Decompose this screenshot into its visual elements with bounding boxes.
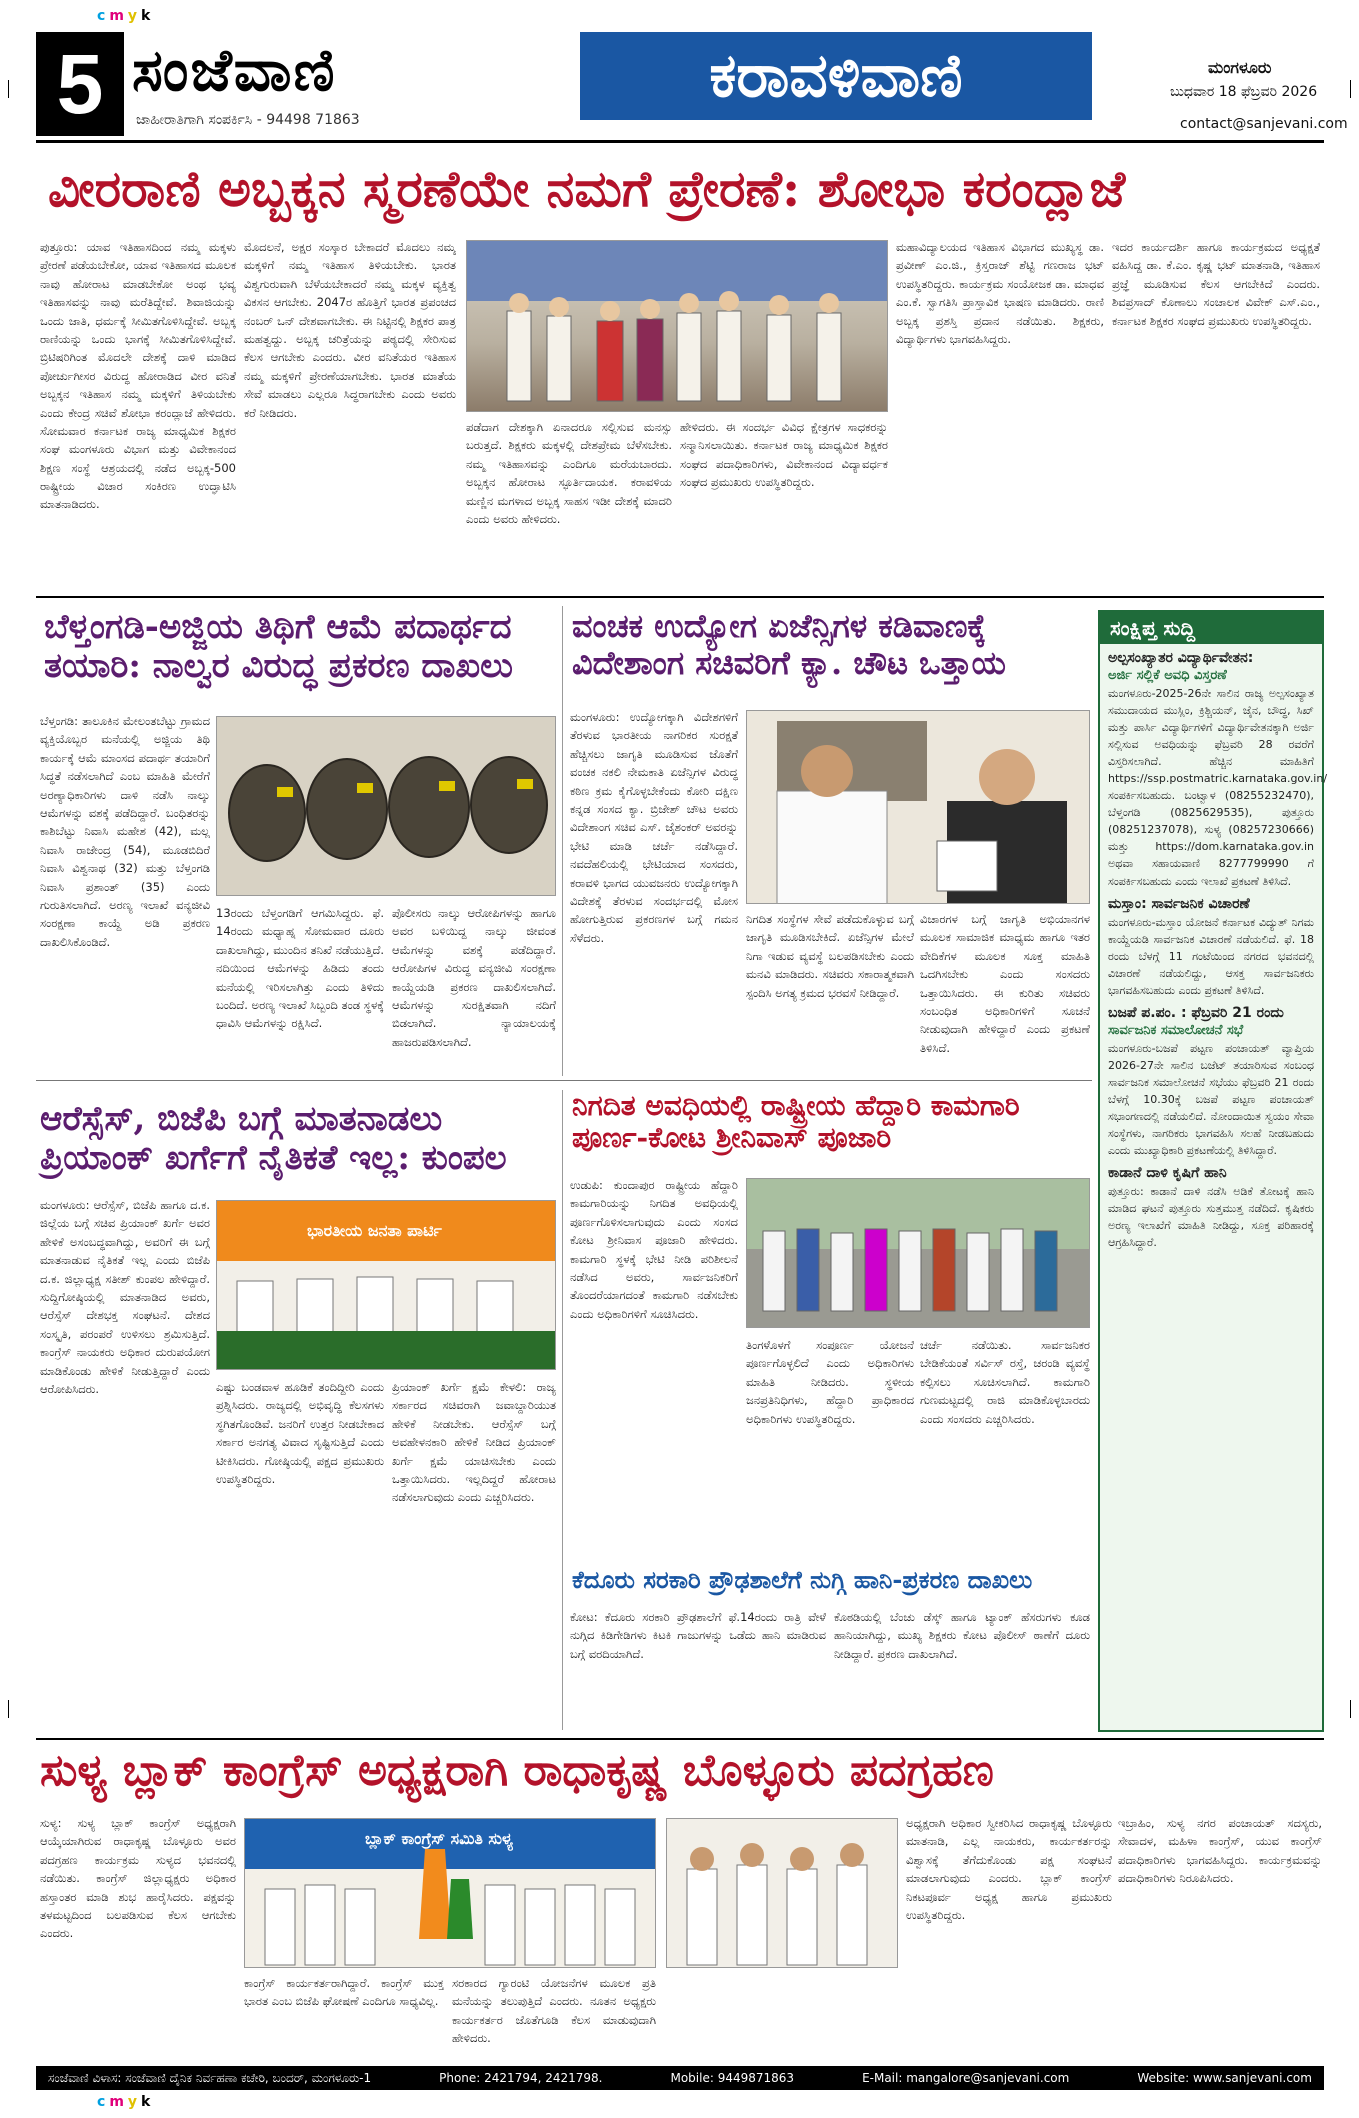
school-column-1: ಕೋಟ: ಕೆದೂರು ಸರಕಾರಿ ಪ್ರೌಢಶಾಲೆಗೆ ಫೆ.14ರಂದು ರಾತ್ರಿ ವೇಳೆ ನುಗ್ಗಿದ ಕಿಡಿಗೇಡಿಗಳು ಕಿಟಕಿ ಗಾಜುಗಳನ್ನು ಒಡೆದು ಹಾನಿ ಮಾಡಿರುವ ಬಗ್ಗೆ ವರದಿಯಾಗಿದೆ. — [570, 1610, 826, 1661]
edition-banner — [580, 32, 1092, 120]
section-rule — [36, 1738, 1324, 1740]
highway-column-1: ಉಡುಪಿ: ಕುಂದಾಪುರ ರಾಷ್ಟ್ರೀಯ ಹೆದ್ದಾರಿ ಕಾಮಗಾರಿಯನ್ನು ನಿಗದಿತ ಅವಧಿಯಲ್ಲಿ ಪೂರ್ಣಗೊಳಿಸಲಾಗುವುದು ಎಂದು ಸಂಸದ ಕೋಟ ಶ್ರೀನಿವಾಸ ಪೂಜಾರಿ ಹೇಳಿದರು. ಕಾಮಗಾರಿ ಸ್ಥಳಕ್ಕೆ ಭೇಟಿ ನೀಡಿ ಪರಿಶೀಲನೆ ನಡೆಸಿದ ಅವರು, ಸಾರ್ವಜನಿಕರಿಗೆ ತೊಂದರೆಯಾಗದಂತೆ ಕಾಮಗಾರಿ ನಡೆಸಬೇಕು ಎಂದು ಅಧಿಕಾರಿಗಳಿಗೆ ಸೂಚಿಸಿದರು. — [570, 1178, 738, 1321]
lead-photo-lamp-lighting — [466, 240, 888, 412]
highway-inspection-photo — [746, 1178, 1090, 1328]
brief-1-sub: ಅರ್ಜಿ ಸಲ್ಲಿಕೆ ಅವಧಿ ವಿಸ್ತರಣೆ — [1108, 668, 1227, 683]
brief-2-body: ಮಂಗಳೂರು-ಮಸ್ತಾಂ ಯೋಜನೆ ಕರ್ನಾಟಕ ವಿದ್ಯುತ್ ನಿಗಮ ಕಾಯ್ದೆಯಡಿ ಸಾರ್ವಜನಿಕ ವಿಚಾರಣೆ ನಡೆಯಲಿದೆ. ಫೆ. 18 ರಂದು ಬೆಳಗ್ಗೆ 11 ಗಂಟೆಯಿಂದ ನಗರದ ಭವನದಲ್ಲಿ ವಿಚಾರಣೆ ನಡೆಯಲಿದ್ದು, ಆಸಕ್ತ ಸಾರ್ವಜನಿಕರು ಭಾಗವಹಿಸಬಹುದು ಎಂದು ಪ್ರಕಟಣೆ ತಿಳಿಸಿದೆ. — [1108, 915, 1314, 997]
felicitation-illustration — [667, 1819, 898, 1968]
briefs-title: ಸಂಕ್ಷಿಪ್ತ ಸುದ್ದಿ — [1100, 612, 1322, 644]
bjp-banner-text: ಭಾರತೀಯ ಜನತಾ ಪಾರ್ಟಿ — [307, 1221, 442, 1240]
contact-email: contact@sanjevani.com — [1180, 116, 1348, 132]
edition-city: ಮಂಗಳೂರು — [1208, 58, 1272, 77]
paper-name: ಸಂಜೆವಾಣಿ — [132, 36, 337, 104]
brief-1-body: ಮಂಗಳೂರು-2025-26ನೇ ಸಾಲಿನ ರಾಜ್ಯ ಅಲ್ಪಸಂಖ್ಯಾತ ಸಮುದಾಯದ ಮುಸ್ಲಿಂ, ಕ್ರಿಶ್ಚಿಯನ್, ಜೈನ, ಬೌದ್ಧ, ಸಿಖ್ ಮತ್ತು ಪಾರ್ಸಿ ವಿದ್ಯಾರ್ಥಿಗಳಿಗೆ ವಿದ್ಯಾರ್ಥಿವೇತನಕ್ಕಾಗಿ ಅರ್ಜಿ ಸಲ್ಲಿಸುವ ಅವಧಿಯನ್ನು ಫೆಬ್ರವರಿ 28 ರವರೆಗೆ ವಿಸ್ತರಿಸಲಾಗಿದೆ. ಹೆಚ್ಚಿನ ಮಾಹಿತಿಗೆ https://ssp.postmatric.karnataka.gov.in/ ಸಂಪರ್ಕಿಸಬಹುದು. ಬಂಟ್ವಾಳ (08255232470), ಬೆಳ್ತಂಗಡಿ (0825629535), ಪುತ್ತೂರು (08251237078), ಸುಳ್ಯ (08257230666) ಮತ್ತು https://dom.karnataka.gov.in ಅಥವಾ ಸಹಾಯವಾಣಿ 8277799990 ಗೆ ಸಂಪರ್ಕಿಸಬಹುದು ಎಂದು ಇಲಾಖೆ ಪ್ರಕಟಣೆ ತಿಳಿಸಿದೆ. — [1108, 687, 1328, 888]
jaishankar-headline: ವಂಚಕ ಉದ್ಯೋಗ ಏಜೆನ್ಸಿಗಳ ಕಡಿವಾಣಕ್ಕೆ ವಿದೇಶಾಂಗ ಸಚಿವರಿಗೆ ಕ್ಯಾ. ಚೌಟ ಒತ್ತಾಯ — [572, 607, 1006, 682]
lead-column-3: ಪಡೆದಾಗ ದೇಶಕ್ಕಾಗಿ ಏನಾದರೂ ಸಲ್ಲಿಸುವ ಮನಸ್ಸು ಬರುತ್ತದೆ. ಶಿಕ್ಷಕರು ಮಕ್ಕಳಲ್ಲಿ ದೇಶಪ್ರೇಮ ಬೆಳೆಸಬೇಕು. ನಮ್ಮ ಇತಿಹಾಸವನ್ನು ಎಂದಿಗೂ ಮರೆಯಬಾರದು. ಅಬ್ಬಕ್ಕನ ಹೋರಾಟ ಸ್ಫೂರ್ತಿದಾಯಕ. ಕರಾವಳಿಯ ಮಣ್ಣಿನ ಮಗಳಾದ ಅಬ್ಬಕ್ಕ ಸಾಹಸ ಇಡೀ ದೇಶಕ್ಕೆ ಮಾದರಿ ಎಂದು ಅವರು ಹೇಳಿದರು. — [466, 420, 672, 526]
cmyk-y: y — [127, 8, 140, 24]
briefs-box — [1098, 610, 1328, 1732]
cmyk-y: y — [127, 2094, 140, 2110]
crop-mark — [1350, 1700, 1351, 1718]
footer-phone: Phone: 2421794, 2421798. — [439, 2071, 603, 2085]
edition-name: ಕರಾವಳಿವಾಣಿ — [709, 41, 963, 111]
sullia-column-1: ಸುಳ್ಯ: ಸುಳ್ಯ ಬ್ಲಾಕ್ ಕಾಂಗ್ರೆಸ್ ಅಧ್ಯಕ್ಷರಾಗಿ ಆಯ್ಕೆಯಾಗಿರುವ ರಾಧಾಕೃಷ್ಣ ಬೊಳ್ಳೂರು ಅವರ ಪದಗ್ರಹಣ ಕಾರ್ಯಕ್ರಮ ಸುಳ್ಯದ ಭವನದಲ್ಲಿ ನಡೆಯಿತು. ಕಾಂಗ್ರೆಸ್ ಜಿಲ್ಲಾಧ್ಯಕ್ಷರು ಅಧಿಕಾರ ಹಸ್ತಾಂತರ ಮಾಡಿ ಶುಭ ಹಾರೈಸಿದರು. ಪಕ್ಷವನ್ನು ತಳಮಟ್ಟದಿಂದ ಬಲಪಡಿಸುವ ಕೆಲಸ ಆಗಬೇಕು ಎಂದರು. — [40, 1816, 236, 1941]
lead-column-5: ಮಹಾವಿದ್ಯಾಲಯದ ಇತಿಹಾಸ ವಿಭಾಗದ ಮುಖ್ಯಸ್ಥ ಡಾ. ಪ್ರವೀಣ್ ಎಂ.ಜಿ., ಕ್ರಿಸ್ತರಾಜ್ ಶೆಟ್ಟಿ ಗಣರಾಜ ಭಟ್ ಉಪಸ್ಥಿತರಿದ್ದರು. ಕಾರ್ಯಕ್ರಮ ಸಂಯೋಜಕ ಡಾ. ಮಾಧವ ಎಂ.ಕೆ. ಸ್ವಾಗತಿಸಿ ಪ್ರಾಸ್ತಾವಿಕ ಭಾಷಣ ಮಾಡಿದರು. ರಾಣಿ ಅಬ್ಬಕ್ಕ ಪ್ರಶಸ್ತಿ ಪ್ರದಾನ ನಡೆಯಿತು. ಶಿಕ್ಷಕರು, ವಿದ್ಯಾರ್ಥಿಗಳು ಭಾಗವಹಿಸಿದ್ದರು. — [896, 240, 1104, 346]
crop-mark — [8, 80, 9, 98]
school-column-2: ಕೊಠಡಿಯಲ್ಲಿ ಬೆಂಚು ಡೆಸ್ಕ್ ಹಾಗೂ ಟ್ಯಾಂಕ್ ಹೆಸರುಗಳು ಕೂಡ ಹಾನಿಯಾಗಿದ್ದು, ಮುಖ್ಯ ಶಿಕ್ಷಕರು ಕೋಟ ಪೊಲೀಸ್ ಠಾಣೆಗೆ ದೂರು ನೀಡಿದ್ದಾರೆ. ಪ್ರಕರಣ ದಾಖಲಾಗಿದೆ. — [834, 1610, 1090, 1661]
congress-banner-text: ಬ್ಲಾಕ್ ಕಾಂಗ್ರೆಸ್ ಸಮಿತಿ ಸುಳ್ಯ — [365, 1829, 513, 1848]
footer-email: E-Mail: mangalore@sanjevani.com — [862, 2071, 1070, 2085]
lead-photo-illustration — [467, 241, 888, 412]
crop-mark — [8, 1700, 9, 1718]
kumpala-headline: ಆರೆಸ್ಸೆಸ್, ಬಿಜೆಪಿ ಬಗ್ಗೆ ಮಾತನಾಡಲು ಪ್ರಿಯಾಂಕ್ ಖರ್ಗೆಗೆ ನೈತಿಕತೆ ಇಲ್ಲ: ಕುಂಪಲ — [40, 1099, 507, 1179]
jaishankar-column-3: ವಿಚಾರಗಳ ಬಗ್ಗೆ ಜಾಗೃತಿ ಅಭಿಯಾನಗಳ ಮೂಲಕ ಸಾಮಾಜಿಕ ಮಾಧ್ಯಮ ಹಾಗೂ ಇತರ ವೇದಿಕೆಗಳ ಮೂಲಕ ಸೂಕ್ತ ಮಾಹಿತಿ ಒದಗಿಸಬೇಕು ಎಂದು ಸಂಸದರು ಒತ್ತಾಯಿಸಿದರು. ಈ ಕುರಿತು ಸಚಿವರು ಸಂಬಂಧಿತ ಅಧಿಕಾರಿಗಳಿಗೆ ಸೂಚನೆ ನೀಡುವುದಾಗಿ ಹೇಳಿದ್ದಾರೆ ಎಂದು ಪ್ರಕಟಣೆ ತಿಳಿಸಿದೆ. — [920, 912, 1090, 1055]
brief-3-body: ಮಂಗಳೂರು-ಬಜಪೆ ಪಟ್ಟಣ ಪಂಚಾಯತ್ ವ್ಯಾಪ್ತಿಯ 2026-27ನೇ ಸಾಲಿನ ಬಜೆಟ್ ತಯಾರಿಸುವ ಸಂಬಂಧ ಸಾರ್ವಜನಿಕ ಸಮಾಲೋಚನೆ ಸಭೆಯು ಫೆಬ್ರವರಿ 21 ರಂದು ಬೆಳಗ್ಗೆ 10.30ಕ್ಕೆ ಬಜಪೆ ಪಟ್ಟಣ ಪಂಚಾಯತ್ ಸಭಾಂಗಣದಲ್ಲಿ ನಡೆಯಲಿದೆ. ನೋಂದಾಯಿತ ಸ್ವಯಂ ಸೇವಾ ಸಂಸ್ಥೆಗಳು, ನಾಗರಿಕರು ಭಾಗವಹಿಸಿ ಸಲಹೆ ನೀಡಬಹುದು ಎಂದು ಮುಖ್ಯಾಧಿಕಾರಿ ಪ್ರಕಟಣೆಯಲ್ಲಿ ತಿಳಿಸಿದ್ದಾರೆ. — [1108, 1041, 1314, 1158]
cmyk-m: m — [109, 8, 126, 24]
brief-2-head: ಮಸ್ತಾಂ: ಸಾರ್ವಜನಿಕ ವಿಚಾರಣೆ — [1108, 895, 1250, 912]
cmyk-c: c — [97, 2094, 108, 2110]
kumpala-column-2: ಎಷ್ಟು ಬಂಡವಾಳ ಹೂಡಿಕೆ ತಂದಿದ್ದೀರಿ ಎಂದು ಪ್ರಶ್ನಿಸಿದರು. ರಾಜ್ಯದಲ್ಲಿ ಅಭಿವೃದ್ಧಿ ಕೆಲಸಗಳು ಸ್ಥಗಿತಗೊಂಡಿವೆ. ಜನರಿಗೆ ಉತ್ತರ ನೀಡಬೇಕಾದ ಸರ್ಕಾರ ಅನಗತ್ಯ ವಿವಾದ ಸೃಷ್ಟಿಸುತ್ತಿದೆ ಎಂದು ಟೀಕಿಸಿದರು. ಗೋಷ್ಠಿಯಲ್ಲಿ ಪಕ್ಷದ ಪ್ರಮುಖರು ಉಪಸ್ಥಿತರಿದ್ದರು. — [216, 1380, 384, 1486]
brief-4-body: ಪುತ್ತೂರು: ಕಾಡಾನೆ ದಾಳಿ ನಡೆಸಿ ಅಡಿಕೆ ತೋಟಕ್ಕೆ ಹಾನಿ ಮಾಡಿದ ಘಟನೆ ಪುತ್ತೂರು ಸುತ್ತಮುತ್ತ ನಡೆದಿದೆ. ಕೃಷಿಕರು ಅರಣ್ಯ ಇಲಾಖೆಗೆ ಮಾಹಿತಿ ನೀಡಿದ್ದು, ಸೂಕ್ತ ಪರಿಹಾರಕ್ಕೆ ಆಗ್ರಹಿಸಿದ್ದಾರೆ. — [1108, 1185, 1314, 1250]
brief-4-head: ಕಾಡಾನೆ ದಾಳಿ ಕೃಷಿಗೆ ಹಾನಿ — [1108, 1165, 1227, 1182]
highway-headline: ನಿಗದಿತ ಅವಧಿಯಲ್ಲಿ ರಾಷ್ಟ್ರೀಯ ಹೆದ್ದಾರಿ ಕಾಮಗಾರಿ ಪೂರ್ಣ-ಕೋಟ ಶ್ರೀನಿವಾಸ್ ಪೂಜಾರಿ — [572, 1089, 1020, 1155]
sullia-headline: ಸುಳ್ಯ ಬ್ಲಾಕ್ ಕಾಂಗ್ರೆಸ್ ಅಧ್ಯಕ್ಷರಾಗಿ ರಾಧಾಕೃಷ್ಣ ಬೊಳ್ಳೂರು ಪದಗ್ರಹಣ — [40, 1745, 994, 1796]
brief-3-head: ಬಜಪೆ ಪ.ಪಂ. : ಫೆಬ್ರವರಿ 21 ರಂದು — [1108, 1004, 1284, 1021]
column-divider — [562, 1090, 563, 1730]
sullia-column-4-overflow — [666, 1974, 898, 2058]
kumpala-column-1: ಮಂಗಳೂರು: ಆರೆಸ್ಸೆಸ್, ಬಿಜೆಪಿ ಹಾಗೂ ದ.ಕ. ಜಿಲ್ಲೆಯ ಬಗ್ಗೆ ಸಚಿವ ಪ್ರಿಯಾಂಕ್ ಖರ್ಗೆ ಅವರ ಹೇಳಿಕೆ ಅಸಂಬದ್ಧವಾಗಿದ್ದು, ಅವರಿಗೆ ಈ ಬಗ್ಗೆ ಮಾತನಾಡುವ ನೈತಿಕತೆ ಇಲ್ಲ ಎಂದು ಬಿಜೆಪಿ ದ.ಕ. ಜಿಲ್ಲಾಧ್ಯಕ್ಷ ಸತೀಶ್ ಕುಂಪಲ ಹೇಳಿದ್ದಾರೆ. ಸುದ್ದಿಗೋಷ್ಠಿಯಲ್ಲಿ ಮಾತನಾಡಿದ ಅವರು, ಆರೆಸ್ಸೆಸ್ ದೇಶಭಕ್ತ ಸಂಘಟನೆ. ದೇಶದ ಸಂಸ್ಕೃತಿ, ಪರಂಪರೆ ಉಳಿಸಲು ಶ್ರಮಿಸುತ್ತಿದೆ. ಕಾಂಗ್ರೆಸ್ ನಾಯಕರು ಅಧಿಕಾರ ದುರುಪಯೋಗ ಮಾಡಿಕೊಂಡು ಹೇಳಿಕೆ ನೀಡುತ್ತಿದ್ದಾರೆ ಎಂದು ಆರೋಪಿಸಿದರು. — [40, 1198, 210, 1396]
turtle-column-1: ಬೆಳ್ತಂಗಡಿ: ತಾಲೂಕಿನ ಮೇಲಂತಬೆಟ್ಟು ಗ್ರಾಮದ ವ್ಯಕ್ತಿಯೊಬ್ಬರ ಮನೆಯಲ್ಲಿ ಅಜ್ಜಿಯ ತಿಥಿ ಕಾರ್ಯಕ್ಕೆ ಆಮೆ ಮಾಂಸದ ಪದಾರ್ಥ ತಯಾರಿಗೆ ಸಿದ್ಧತೆ ನಡೆಸಲಾಗಿದೆ ಎಂಬ ಮಾಹಿತಿ ಮೇರೆಗೆ ಅರಣ್ಯಾಧಿಕಾರಿಗಳು ದಾಳಿ ನಡೆಸಿ ನಾಲ್ಕು ಆಮೆಗಳನ್ನು ವಶಕ್ಕೆ ಪಡೆದಿದ್ದಾರೆ. ಬಂಧಿತರನ್ನು ಕಾಶಿಬೆಟ್ಟು ನಿವಾಸಿ ಮಹೇಶ (42), ಮಲ್ಲ ನಿವಾಸಿ ರಾಜೇಂದ್ರ (54), ಮೂಡಬಿದಿರೆ ನಿವಾಸಿ ವಿಶ್ವನಾಥ (32) ಮತ್ತು ಬೆಳ್ತಂಗಡಿ ನಿವಾಸಿ ಪ್ರಶಾಂತ್ (35) ಎಂದು ಗುರುತಿಸಲಾಗಿದೆ. ಅರಣ್ಯ ಇಲಾಖೆ ವನ್ಯಜೀವಿ ಸಂರಕ್ಷಣಾ ಕಾಯ್ದೆ ಅಡಿ ಪ್ರಕರಣ ದಾಖಲಿಸಿಕೊಂಡಿದೆ. — [40, 714, 210, 949]
paper-name-logo — [132, 36, 552, 105]
kumpala-press-photo — [216, 1200, 556, 1370]
sullia-column-2: ಕಾಂಗ್ರೆಸ್ ಕಾರ್ಯಕರ್ತರಾಗಿದ್ದಾರೆ. ಕಾಂಗ್ರೆಸ್ ಮುಕ್ತ ಭಾರತ ಎಂಬ ಬಿಜೆಪಿ ಘೋಷಣೆ ಎಂದಿಗೂ ಸಾಧ್ಯವಿಲ್ಲ. — [244, 1976, 444, 2009]
ad-contact-line: ಜಾಹೀರಾತಿಗಾಗಿ ಸಂಪರ್ಕಿಸಿ - 94498 71863 — [136, 112, 360, 128]
kumpala-column-3: ಪ್ರಿಯಾಂಕ್ ಖರ್ಗೆ ಕ್ಷಮೆ ಕೇಳಲಿ: ರಾಜ್ಯ ಸರ್ಕಾರದ ಸಚಿವರಾಗಿ ಜವಾಬ್ದಾರಿಯುತ ಹೇಳಿಕೆ ನೀಡಬೇಕು. ಆರೆಸ್ಸೆಸ್ ಬಗ್ಗೆ ಅವಹೇಳನಕಾರಿ ಹೇಳಿಕೆ ನೀಡಿದ ಪ್ರಿಯಾಂಕ್ ಖರ್ಗೆ ಕ್ಷಮೆ ಯಾಚಿಸಬೇಕು ಎಂದು ಒತ್ತಾಯಿಸಿದರು. ಇಲ್ಲದಿದ್ದರೆ ಹೋರಾಟ ನಡೆಸಲಾಗುವುದು ಎಂದು ಎಚ್ಚರಿಸಿದರು. — [392, 1380, 556, 1505]
lead-column-4: ಹೇಳಿದರು. ಈ ಸಂದರ್ಭ ವಿವಿಧ ಕ್ಷೇತ್ರಗಳ ಸಾಧಕರನ್ನು ಸನ್ಮಾನಿಸಲಾಯಿತು. ಕರ್ನಾಟಕ ರಾಜ್ಯ ಮಾಧ್ಯಮಿಕ ಶಿಕ್ಷಕರ ಸಂಘದ ಪದಾಧಿಕಾರಿಗಳು, ವಿವೇಕಾನಂದ ವಿದ್ಯಾವರ್ಧಕ ಸಂಘದ ಪ್ರಮುಖರು ಉಪಸ್ಥಿತರಿದ್ದರು. — [680, 420, 888, 490]
sullia-ceremony-photo — [244, 1818, 656, 1968]
school-headline: ಕೆದೂರು ಸರಕಾರಿ ಪ್ರೌಢಶಾಲೆಗೆ ನುಗ್ಗಿ ಹಾನಿ-ಪ್ರಕರಣ ದಾಖಲು — [572, 1565, 1033, 1594]
jaishankar-photo — [746, 710, 1090, 904]
cmyk-registration-mark-bottom — [96, 2094, 153, 2110]
footer-website: Website: www.sanjevani.com — [1137, 2071, 1312, 2085]
cmyk-registration-mark — [96, 8, 153, 24]
page-number: 5 — [36, 32, 124, 136]
turtle-column-3: ಪೊಲೀಸರು ನಾಲ್ಕು ಆರೋಪಿಗಳನ್ನು ಹಾಗೂ ಅವರ ಬಳಿಯಿದ್ದ ನಾಲ್ಕು ಜೀವಂತ ಆಮೆಗಳನ್ನು ವಶಕ್ಕೆ ಪಡೆದಿದ್ದಾರೆ. ಆರೋಪಿಗಳ ವಿರುದ್ಧ ವನ್ಯಜೀವಿ ಸಂರಕ್ಷಣಾ ಕಾಯ್ದೆಯಡಿ ಪ್ರಕರಣ ದಾಖಲಿಸಲಾಗಿದೆ. ಆಮೆಗಳನ್ನು ಸುರಕ್ಷಿತವಾಗಿ ನದಿಗೆ ಬಿಡಲಾಗಿದೆ. ನ್ಯಾಯಾಲಯಕ್ಕೆ ಹಾಜರುಪಡಿಸಲಾಗಿದೆ. — [392, 906, 556, 1049]
jaishankar-column-1: ಮಂಗಳೂರು: ಉದ್ಯೋಗಕ್ಕಾಗಿ ವಿದೇಶಗಳಿಗೆ ತೆರಳುವ ಭಾರತೀಯ ನಾಗರಿಕರ ಸುರಕ್ಷತೆ ಹೆಚ್ಚಿಸಲು ಜಾಗೃತಿ ಮೂಡಿಸುವ ಜೊತೆಗೆ ವಂಚಕ ನಕಲಿ ನೇಮಕಾತಿ ಏಜೆನ್ಸಿಗಳ ವಿರುದ್ಧ ಕಠಿಣ ಕ್ರಮ ಕೈಗೊಳ್ಳಬೇಕೆಂದು ಕೋರಿ ದಕ್ಷಿಣ ಕನ್ನಡ ಸಂಸದ ಕ್ಯಾ. ಬ್ರಿಜೇಶ್ ಚೌಟ ಅವರು ವಿದೇಶಾಂಗ ಸಚಿವ ಎಸ್. ಜೈಶಂಕರ್ ಅವರನ್ನು ಭೇಟಿ ಮಾಡಿ ಚರ್ಚೆ ನಡೆಸಿದ್ದಾರೆ. ನವದೆಹಲಿಯಲ್ಲಿ ಭೇಟಿಯಾದ ಸಂಸದರು, ಕರಾವಳಿ ಭಾಗದ ಯುವಜನರು ಉದ್ಯೋಗಕ್ಕಾಗಿ ವಿದೇಶಕ್ಕೆ ತೆರಳುವ ಸಂದರ್ಭದಲ್ಲಿ ಮೋಸ ಹೋಗುತ್ತಿರುವ ಪ್ರಕರಣಗಳ ಬಗ್ಗೆ ಗಮನ ಸೆಳೆದರು. — [570, 710, 738, 945]
cmyk-k: k — [141, 8, 153, 24]
column-divider — [562, 606, 563, 1076]
turtle-headline: ಬೆಳ್ತಂಗಡಿ-ಅಜ್ಜಿಯ ತಿಥಿಗೆ ಆಮೆ ಪದಾರ್ಥದ ತಯಾರಿ: ನಾಲ್ವರ ವಿರುದ್ಧ ಪ್ರಕರಣ ದಾಖಲು — [44, 607, 513, 687]
cmyk-m: m — [109, 2094, 126, 2110]
lead-column-6: ಇದರ ಕಾರ್ಯದರ್ಶಿ ಹಾಗೂ ಕಾರ್ಯಕ್ರಮದ ಅಧ್ಯಕ್ಷತೆ ವಹಿಸಿದ್ದ ಡಾ. ಕೆ.ಎಂ. ಕೃಷ್ಣ ಭಟ್ ಮಾತನಾಡಿ, ಇತಿಹಾಸ ಪ್ರಜ್ಞೆ ಮೂಡಿಸುವ ಕೆಲಸ ಆಗಬೇಕಿದೆ ಎಂದರು. ಶಿವಪ್ರಸಾದ್ ಕೊಣಾಲು ಸಂಚಾಲಕ ವಿವೇಕ್ ಎಸ್.ಎಂ., ಕರ್ನಾಟಕ ಶಿಕ್ಷಕರ ಸಂಘದ ಪ್ರಮುಖರು ಉಪಸ್ಥಿತರಿದ್ದರು. — [1112, 240, 1320, 328]
section-rule — [36, 596, 1324, 598]
brief-3-sub: ಸಾರ್ವಜನಿಕ ಸಮಾಲೋಚನೆ ಸಭೆ — [1108, 1022, 1244, 1038]
turtle-photo — [216, 716, 556, 896]
sullia-column-3: ಸರಕಾರದ ಗ್ಯಾರಂಟಿ ಯೋಜನೆಗಳ ಮೂಲಕ ಪ್ರತಿ ಮನೆಯನ್ನು ತಲುಪುತ್ತಿದೆ ಎಂದರು. ನೂತನ ಅಧ್ಯಕ್ಷರು ಕಾರ್ಯಕರ್ತರ ಜೊತೆಗೂಡಿ ಕೆಲಸ ಮಾಡುವುದಾಗಿ ಹೇಳಿದರು. — [452, 1976, 656, 2046]
masthead-rule — [36, 140, 1324, 143]
sullia-column-5: ಇಬ್ರಾಹಿಂ, ಸುಳ್ಯ ನಗರ ಪಂಚಾಯತ್ ಸದಸ್ಯರು, ಸೇವಾದಳ, ಮಹಿಳಾ ಕಾಂಗ್ರೆಸ್, ಯುವ ಕಾಂಗ್ರೆಸ್ ಪದಾಧಿಕಾರಿಗಳು ಭಾಗವಹಿಸಿದ್ದರು. ಕಾರ್ಯಕ್ರಮವನ್ನು ಪದಾಧಿಕಾರಿಗಳು ನಿರೂಪಿಸಿದರು. — [1118, 1816, 1322, 1886]
jaishankar-illustration — [747, 711, 1090, 904]
crop-mark — [1350, 80, 1351, 98]
highway-column-3: ಚರ್ಚೆ ನಡೆಯಿತು. ಸಾರ್ವಜನಿಕರ ಬೇಡಿಕೆಯಂತೆ ಸರ್ವಿಸ್ ರಸ್ತೆ, ಚರಂಡಿ ವ್ಯವಸ್ಥೆ ಕಲ್ಪಿಸಲು ಸೂಚಿಸಲಾಗಿದೆ. ಕಾಮಗಾರಿ ಗುಣಮಟ್ಟದಲ್ಲಿ ರಾಜಿ ಮಾಡಿಕೊಳ್ಳಬಾರದು ಎಂದು ಸಂಸದರು ಎಚ್ಚರಿಸಿದರು. — [920, 1338, 1090, 1426]
sullia-column-4: ಅಧ್ಯಕ್ಷರಾಗಿ ಅಧಿಕಾರ ಸ್ವೀಕರಿಸಿದ ರಾಧಾಕೃಷ್ಣ ಬೊಳ್ಳೂರು ಮಾತನಾಡಿ, ಎಲ್ಲ ನಾಯಕರು, ಕಾರ್ಯಕರ್ತರನ್ನು ವಿಶ್ವಾಸಕ್ಕೆ ತೆಗೆದುಕೊಂಡು ಪಕ್ಷ ಸಂಘಟನೆ ಮಾಡಲಾಗುವುದು ಎಂದರು. ಬ್ಲಾಕ್ ಕಾಂಗ್ರೆಸ್ ನಿಕಟಪೂರ್ವ ಅಧ್ಯಕ್ಷ ಹಾಗೂ ಪ್ರಮುಖರು ಉಪಸ್ಥಿತರಿದ್ದರು. — [906, 1816, 1112, 1922]
turtle-column-2: 13ರಂದು ಬೆಳ್ತಂಗಡಿಗೆ ಆಗಮಿಸಿದ್ದರು. ಫೆ. 14ರಂದು ಮಧ್ಯಾಹ್ನ ಸೋಮವಾರ ದೂರು ದಾಖಲಾಗಿದ್ದು, ಮುಂದಿನ ತನಿಖೆ ನಡೆಯುತ್ತಿದೆ. ನದಿಯಿಂದ ಆಮೆಗಳನ್ನು ಹಿಡಿದು ತಂದು ಮನೆಯಲ್ಲಿ ಇರಿಸಲಾಗಿತ್ತು ಎಂದು ತಿಳಿದು ಬಂದಿದೆ. ಅರಣ್ಯ ಇಲಾಖೆ ಸಿಬ್ಬಂದಿ ತಂಡ ಸ್ಥಳಕ್ಕೆ ಧಾವಿಸಿ ಆಮೆಗಳನ್ನು ರಕ್ಷಿಸಿದೆ. — [216, 906, 384, 1031]
highway-column-2: ತಿಂಗಳೊಳಗೆ ಸಂಪೂರ್ಣ ಯೋಜನೆ ಪೂರ್ಣಗೊಳ್ಳಲಿದೆ ಎಂದು ಅಧಿಕಾರಿಗಳು ಮಾಹಿತಿ ನೀಡಿದರು. ಸ್ಥಳೀಯ ಜನಪ್ರತಿನಿಧಿಗಳು, ಹೆದ್ದಾರಿ ಪ್ರಾಧಿಕಾರದ ಅಧಿಕಾರಿಗಳು ಉಪಸ್ಥಿತರಿದ್ದರು. — [746, 1338, 914, 1426]
group-photo-illustration — [747, 1179, 1090, 1328]
cmyk-c: c — [97, 8, 108, 24]
cmyk-k: k — [141, 2094, 153, 2110]
section-rule — [36, 1080, 1092, 1081]
issue-date: ಬುಧವಾರ 18 ಫೆಬ್ರವರಿ 2026 — [1170, 84, 1318, 100]
turtle-illustration — [217, 717, 556, 896]
sullia-second-photo — [666, 1818, 898, 1968]
publisher-footer — [36, 2066, 1324, 2090]
jaishankar-column-2: ನಿಗದಿತ ಸಂಸ್ಥೆಗಳ ಸೇವೆ ಪಡೆದುಕೊಳ್ಳುವ ಬಗ್ಗೆ ಜಾಗೃತಿ ಮೂಡಿಸಬೇಕಿದೆ. ಏಜೆನ್ಸಿಗಳ ಮೇಲೆ ನಿಗಾ ಇಡುವ ವ್ಯವಸ್ಥೆ ಬಲಪಡಿಸಬೇಕು ಎಂದು ಮನವಿ ಮಾಡಿದರು. ಸಚಿವರು ಸಕಾರಾತ್ಮಕವಾಗಿ ಸ್ಪಂದಿಸಿ ಅಗತ್ಯ ಕ್ರಮದ ಭರವಸೆ ನೀಡಿದ್ದಾರೆ. — [746, 912, 914, 1000]
lead-column-2: ಮೊದಲನೆ, ಅಕ್ಷರ ಸಂಸ್ಕಾರ ಬೇಕಾದರೆ ಮೊದಲು ನಮ್ಮ ಮಕ್ಕಳಿಗೆ ನಮ್ಮ ಇತಿಹಾಸ ತಿಳಿಯಬೇಕು. ಭಾರತ ವಿಶ್ವಗುರುವಾಗಿ ಬೆಳೆಯಬೇಕಾದರೆ ನಮ್ಮ ಮಕ್ಕಳ ವ್ಯಕ್ತಿತ್ವ ವಿಕಸನ ಆಗಬೇಕು. 2047ರ ಹೊತ್ತಿಗೆ ಭಾರತ ಪ್ರಪಂಚದ ನಂಬರ್ ಒನ್ ದೇಶವಾಗಬೇಕು. ಈ ನಿಟ್ಟಿನಲ್ಲಿ ಶಿಕ್ಷಕರ ಪಾತ್ರ ಮಹತ್ವದ್ದು. ಅಬ್ಬಕ್ಕ ಚರಿತ್ರೆಯನ್ನು ಪಠ್ಯದಲ್ಲಿ ಸೇರಿಸುವ ಕೆಲಸ ಆಗಬೇಕು ಎಂದರು. ವೀರ ವನಿತೆಯರ ಇತಿಹಾಸ ನಮ್ಮ ಮಕ್ಕಳಿಗೆ ಪ್ರೇರಣೆಯಾಗಬೇಕು. ಭಾರತ ಮಾತೆಯ ಸೇವೆ ಮಾಡಲು ಎಲ್ಲರೂ ಸಿದ್ಧರಾಗಬೇಕು ಎಂದು ಅವರು ಕರೆ ನೀಡಿದರು. — [244, 240, 456, 420]
footer-address: ಸಂಜೆವಾಣಿ ವಿಳಾಸ: ಸಂಜೆವಾಣಿ ದೈನಿಕ ನಿರ್ವಹಣಾ ಕಚೇರಿ, ಬಂದರ್, ಮಂಗಳೂರು-1 — [48, 2070, 372, 2085]
brief-1-head: ಅಲ್ಪಸಂಖ್ಯಾತರ ವಿದ್ಯಾರ್ಥಿವೇತನ: — [1108, 650, 1254, 666]
lead-headline: ವೀರರಾಣಿ ಅಬ್ಬಕ್ಕನ ಸ್ಮರಣೆಯೇ ನಮಗೆ ಪ್ರೇರಣೆ: ಶೋಭಾ ಕರಂದ್ಲಾಜೆ — [48, 159, 1126, 218]
lead-column-1: ಪುತ್ತೂರು: ಯಾವ ಇತಿಹಾಸದಿಂದ ನಮ್ಮ ಮಕ್ಕಳು ಪ್ರೇರಣೆ ಪಡೆಯಬೇಕೋ, ಯಾವ ಇತಿಹಾಸದ ಮೂಲಕ ನಾವು ಹೋರಾಟ ಮಾಡಬೇಕೋ ಅಂಥ ಭವ್ಯ ಇತಿಹಾಸವನ್ನು ನಾವು ಮರೆತಿದ್ದೇವೆ. ಶಿವಾಜಿಯನ್ನು ಒಂದು ಜಾತಿ, ಧರ್ಮಕ್ಕೆ ಸೀಮಿತಗೊಳಿಸಿದ್ದೇವೆ. ಅಬ್ಬಕ್ಕ ರಾಣಿಯನ್ನು ಒಂದು ಭಾಗಕ್ಕೆ ಸೀಮಿತಗೊಳಿಸಿದ್ದೇವೆ. ಬ್ರಿಟಿಷರಿಗಿಂತ ಮೊದಲೇ ದೇಶಕ್ಕೆ ದಾಳಿ ಮಾಡಿದ ಪೋರ್ಚುಗೀಸರ ವಿರುದ್ಧ ಹೋರಾಡಿದ ವೀರ ವನಿತೆ ಅಬ್ಬಕ್ಕನ ಇತಿಹಾಸ ನಮ್ಮ ಮಕ್ಕಳಿಗೆ ತಿಳಿಯಬೇಕು ಎಂದು ಕೇಂದ್ರ ಸಚಿವೆ ಶೋಭಾ ಕರಂದ್ಲಾಜೆ ಹೇಳಿದರು. ಸೋಮವಾರ ಕರ್ನಾಟಕ ರಾಜ್ಯ ಮಾಧ್ಯಮಿಕ ಶಿಕ್ಷಕರ ಸಂಘ ಮಂಗಳೂರು ವಿಭಾಗ ಮತ್ತು ವಿವೇಕಾನಂದ ಶಿಕ್ಷಣ ಸಂಸ್ಥೆ ಆಶ್ರಯದಲ್ಲಿ ನಡೆದ ಅಬ್ಬಕ್ಕ-500 ರಾಷ್ಟ್ರೀಯ ವಿಚಾರ ಸಂಕಿರಣ ಉದ್ಘಾಟಿಸಿ ಮಾತನಾಡಿದರು. — [40, 240, 236, 512]
footer-mobile: Mobile: 9449871863 — [670, 2071, 795, 2085]
